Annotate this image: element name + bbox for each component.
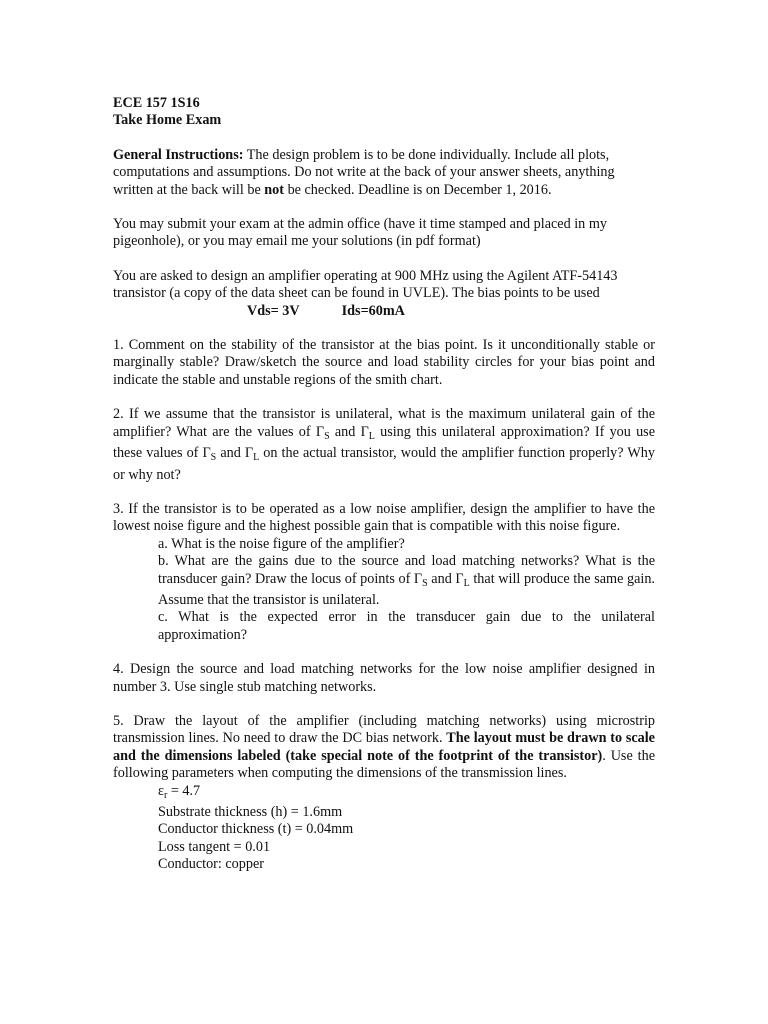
question-3c: c. What is the expected error in the transducer gain due to the unilateral approximation? xyxy=(158,609,655,643)
exam-title: Take Home Exam xyxy=(113,112,222,129)
question-3: 3. If the transistor is to be operated as a low noise amplifier, design the amplifier to have the lowest noise figure and the highest possible gain that is compatible with this noise figure. xyxy=(113,500,655,535)
exam-content xyxy=(113,95,655,874)
param-loss-tangent: Loss tangent = 0.01 xyxy=(158,838,271,855)
course-code: ECE 157 1S16 xyxy=(113,95,200,111)
param-substrate-thickness: Substrate thickness (h) = 1.6mm xyxy=(158,804,343,820)
question-3a: a. What is the noise figure of the amplifier? xyxy=(158,535,405,552)
bias-points xyxy=(113,303,655,320)
param-conductor: Conductor: copper xyxy=(158,856,264,873)
ids-value: Ids=60mA xyxy=(341,302,405,319)
question-1: 1. Comment on the stability of the transistor at the bias point. Is it unconditionally stable or marginally stable? Draw/sketch the source and load stability circles for your bias point and indicate the stable and unstable regions of the smith chart. xyxy=(113,337,655,388)
param-permittivity: $\varepsilon_r = 4.7$ xyxy=(158,782,201,801)
question-2: 2. If we assume that the transistor is unilateral, what is the maximum unilateral gain of the amplifier? What are the values of $\Gamma_S$ and $\Gamma_L$ using this unilateral approximation? If you use these values of $\Gamma_S$ and $\Gamma_L$ on the actual transistor, would the amplifier function properly? Why or why not? xyxy=(113,406,655,483)
question-3b: b. What are the gains due to the source and load matching networks? What is the transducer gain? Draw the locus of points of $\Gamma_S$ and $\Gamma_L$ that will produce the same gain. Assume that the transistor is unilateral. xyxy=(158,553,655,608)
submission-paragraph: You may submit your exam at the admin office (have it time stamped and placed in my pigeonhole), or you may email me your solutions (in pdf format) xyxy=(113,216,607,250)
question-5: 5. Draw the layout of the amplifier (including matching networks) using microstrip transmission lines. No need to draw the DC bias network. The layout must be drawn to scale and the dimensions labeled (take special note of the footprint of the transistor). Use the following parameters when computing the dimensions of the transmission lines. xyxy=(113,712,655,782)
question-4: 4. Design the source and load matching networks for the low noise amplifier designed in number 3. Use single stub matching networks. xyxy=(113,661,655,695)
general-instructions: General Instructions: The design problem is to be done individually. Include all plots, computations and assumptions. Do not write at the back of your answer sheets, anything written at the back will be not be checked. Deadline is on December 1, 2016. xyxy=(113,146,615,198)
design-paragraph: You are asked to design an amplifier operating at 900 MHz using the Agilent ATF-54143 transistor (a copy of the data sheet can be found in UVLE). The bias points to be used xyxy=(113,267,618,302)
vds-value: Vds= 3V xyxy=(247,302,300,319)
param-conductor-thickness: Conductor thickness (t) = 0.04mm xyxy=(158,821,354,838)
